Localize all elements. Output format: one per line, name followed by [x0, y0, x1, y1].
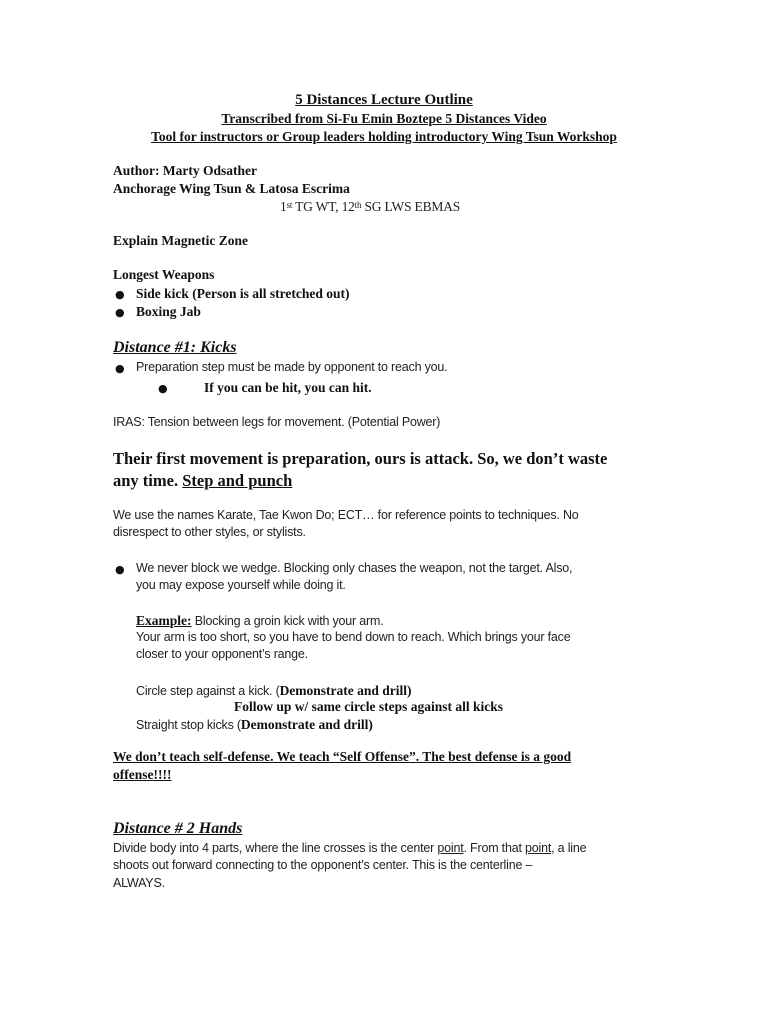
block-line1: We never block we wedge. Blocking only chases the weapon, not the target. Also, — [136, 561, 573, 575]
block-line2: you may expose yourself while doing it. — [136, 578, 346, 592]
example-line: Example: Blocking a groin kick with your arm. — [136, 613, 384, 628]
school-line: Anchorage Wing Tsun & Latosa Escrima — [113, 181, 350, 196]
centerline-line1: Divide body into 4 parts, where the line crosses is the center point. From that point, a line — [113, 841, 587, 855]
bullet-icon: ● — [115, 306, 125, 319]
subtitle-transcribed: Transcribed from Si-Fu Emin Boztepe 5 Distances Video — [221, 111, 547, 126]
iras-line: IRAS: Tension between legs for movement. (Potential Power) — [113, 415, 441, 429]
names-line2: disrespect to other styles, or stylists. — [113, 525, 306, 539]
straight-stop-line: Straight stop kicks (Demonstrate and drill) — [136, 717, 373, 732]
key-statement-line2: any time. Step and punch — [113, 471, 293, 490]
preparation-bullet: Preparation step must be made by opponent to reach you. — [136, 360, 448, 374]
names-line1: We use the names Karate, Tae Kwon Do; ECT… for reference points to techniques. No — [113, 508, 579, 522]
hit-bullet: If you can be hit, you can hit. — [204, 380, 372, 395]
longest-weapons-heading: Longest Weapons — [113, 267, 215, 282]
follow-up-line: Follow up w/ same circle steps against all kicks — [234, 699, 504, 714]
list-item: Side kick (Person is all stretched out) — [136, 286, 350, 301]
list-item: Boxing Jab — [136, 304, 201, 319]
arm-line2: closer to your opponent’s range. — [136, 647, 308, 661]
bullet-icon: ● — [115, 362, 125, 375]
distance2-heading: Distance # 2 Hands — [113, 820, 243, 837]
self-offense-line1: We don’t teach self-defense. We teach “Self Offense”. The best defense is a good — [113, 749, 572, 764]
circle-step-line: Circle step against a kick. (Demonstrate and drill) — [136, 683, 412, 698]
rank-line: 1st TG WT, 12th SG LWS EBMAS — [280, 199, 461, 214]
key-statement-line1: Their first movement is preparation, ours is attack. So, we don’t waste — [113, 449, 608, 468]
self-offense-line2: offense!!!! — [113, 767, 172, 782]
arm-line1: Your arm is too short, so you have to bend down to reach. Which brings your face — [136, 630, 571, 644]
bullet-icon: ● — [115, 563, 125, 576]
centerline-line3: ALWAYS. — [113, 876, 165, 890]
bullet-icon: ● — [115, 288, 125, 301]
author-line: Author: Marty Odsather — [113, 163, 257, 178]
distance1-heading: Distance #1: Kicks — [113, 339, 237, 356]
page-title: 5 Distances Lecture Outline — [295, 92, 473, 108]
centerline-line2: shoots out forward connecting to the opponent’s center. This is the centerline – — [113, 858, 533, 872]
subtitle-tool: Tool for instructors or Group leaders holding introductory Wing Tsun Workshop — [151, 129, 617, 144]
magnetic-zone-line: Explain Magnetic Zone — [113, 233, 249, 248]
bullet-icon: ● — [158, 382, 168, 395]
